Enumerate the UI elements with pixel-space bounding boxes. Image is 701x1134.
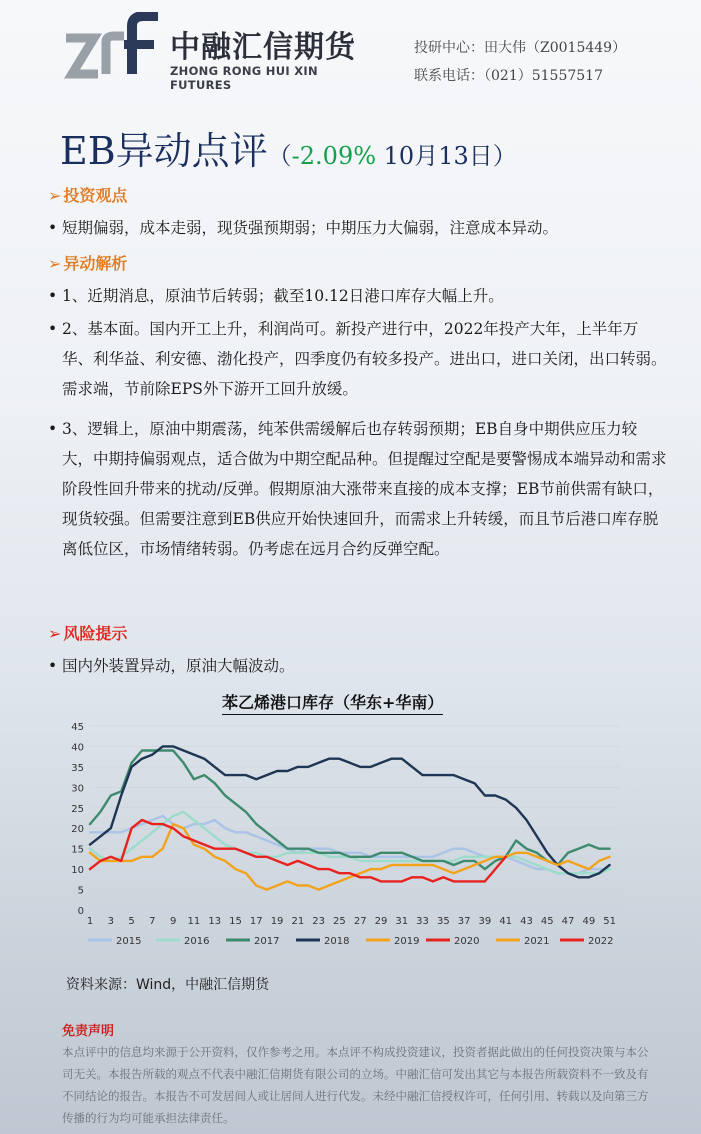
legend-label-2018: 2018 [324, 936, 350, 947]
contact-info [414, 34, 626, 90]
y-tick-label: 45 [71, 722, 84, 733]
legend-label-2019: 2019 [394, 936, 420, 947]
y-tick-label: 35 [71, 762, 84, 774]
bullet-dot-icon: • [48, 320, 58, 338]
bullet-text: 短期偏弱，成本走弱，现货强预期弱；中期压力大偏弱，注意成本异动。 [62, 219, 559, 237]
logo-mark-icon [62, 12, 162, 82]
report-title [60, 120, 517, 175]
chart-title: 苯乙烯港口库存（华东+华南） [222, 690, 443, 715]
bullet-view [48, 213, 668, 243]
x-tick-label: 21 [291, 916, 305, 927]
bullet-text: 国内外装置异动，原油大幅波动。 [62, 657, 295, 675]
x-tick-label: 51 [603, 916, 616, 927]
legend-label-2017: 2017 [254, 936, 280, 947]
arrow-icon: ➢ [48, 186, 62, 205]
bullet-text: 2、基本面。国内开工上升，利润尚可。新投产进行中，2022年投产大年，上半年万华、利华益、利安德、渤化投产，四季度仍有较多投产。进出口，进口关闭，出口转弱。需求端，节前除EPS外下游开工回升放缓。 [62, 320, 667, 398]
x-tick-label: 5 [128, 916, 135, 927]
title-change-pct: -2.09% [291, 142, 377, 170]
analyst-line: 投研中心：田大伟（Z0015449） [414, 40, 627, 56]
section-risk [48, 621, 127, 644]
y-tick-label: 5 [77, 885, 84, 897]
y-tick-label: 10 [71, 865, 84, 877]
x-tick-label: 41 [499, 916, 513, 927]
x-tick-label: 27 [353, 916, 367, 927]
bullet-dot-icon: • [48, 287, 58, 305]
bullet-analysis-2 [48, 314, 668, 404]
x-tick-label: 1 [86, 916, 94, 927]
x-tick-label: 47 [561, 916, 575, 927]
title-paren-open: （ [267, 142, 292, 170]
arrow-icon: ➢ [48, 254, 62, 273]
x-tick-label: 15 [229, 916, 242, 927]
section-title: 投资观点 [63, 186, 128, 205]
series-line-2020 [90, 820, 506, 881]
logo-chinese-name: 中融汇信期货 [170, 30, 356, 65]
x-tick-label: 29 [374, 916, 388, 927]
x-tick-label: 43 [520, 916, 533, 927]
x-tick-label: 31 [395, 916, 409, 927]
data-source: 资料来源：Wind，中融汇信期货 [66, 977, 270, 993]
legend-label-2022: 2022 [588, 936, 614, 947]
x-tick-label: 19 [270, 916, 284, 927]
y-tick-label: 20 [71, 824, 84, 836]
x-tick-label: 33 [416, 916, 429, 927]
series-line-2017 [90, 751, 610, 870]
x-tick-label: 45 [540, 916, 554, 927]
bullet-analysis-3 [48, 414, 668, 564]
x-tick-label: 37 [457, 916, 471, 927]
bullet-text: 3、逻辑上，原油中期震荡，纯苯供需缓解后也存转弱预期；EB自身中期供应压力较大，中期持偏弱观点，适合做为中期空配品种。但提醒过空配是要警惕成本端异动和需求阶段性回升带来的扰动/反弹。假期原油大涨带来直接的成本支撑；EB节前供需有缺口，现货较强。但需要注意到EB供应开始快速回升，而需求上升转缓，而且节后港口库存脱离低位区，市场情绪转弱。仍考虑在远月合约反弹空配。 [62, 420, 667, 558]
title-date: 10月13日） [376, 142, 517, 170]
bullet-analysis-1 [48, 281, 668, 311]
legend-label-2021: 2021 [524, 936, 550, 947]
x-tick-label: 35 [436, 916, 450, 927]
x-tick-label: 3 [107, 916, 114, 927]
y-tick-label: 30 [71, 783, 84, 795]
phone-line: 联系电话：（021）51557517 [414, 68, 603, 84]
arrow-icon: ➢ [48, 624, 62, 643]
x-tick-label: 25 [333, 916, 346, 927]
x-tick-label: 17 [249, 916, 263, 927]
bullet-text: 1、近期消息，原油节后转弱；截至10.12日港口库存大幅上升。 [62, 287, 504, 305]
section-analysis [48, 251, 127, 274]
series-line-2016 [90, 812, 610, 873]
disclaimer-text: 本点评中的信息均来源于公开资料，仅作参考之用。本点评不构成投资建议，投资者据此做出的任何投资决策与本公司无关。本报告所载的观点不代表中融汇信期货有限公司的立场。中融汇信可发出其它与本报告所载资料不一致及有不同结论的报告。本报告不可发居间人或让居间人进行代发。未经中融汇信授权许可，任何引用、转载以及向第三方传播的行为均可能承担法律责任。 [62, 1045, 649, 1125]
y-tick-label: 15 [71, 844, 84, 856]
inventory-line-chart [60, 718, 640, 954]
y-tick-label: 40 [71, 742, 84, 754]
x-tick-label: 7 [149, 916, 156, 927]
logo-english-name: ZHONG RONG HUI XIN FUTURES [170, 64, 318, 92]
y-tick-label: 0 [77, 906, 84, 917]
bullet-dot-icon: • [48, 657, 58, 675]
x-tick-label: 13 [208, 916, 222, 927]
company-logo [62, 12, 372, 92]
legend-label-2015: 2015 [116, 936, 142, 947]
x-tick-label: 39 [478, 916, 492, 927]
legend-label-2020: 2020 [454, 936, 480, 947]
x-tick-label: 49 [582, 916, 596, 927]
series-line-2015 [90, 816, 610, 873]
bullet-dot-icon: • [48, 420, 58, 438]
x-tick-label: 23 [312, 916, 325, 927]
section-title: 异动解析 [63, 254, 128, 273]
title-main: EB异动点评 [60, 129, 268, 173]
x-tick-label: 11 [187, 916, 201, 927]
x-tick-label: 9 [169, 916, 177, 927]
bullet-risk [48, 651, 668, 681]
disclaimer-title: 免责声明 [62, 1024, 115, 1039]
section-investment-view [48, 183, 127, 206]
section-title: 风险提示 [63, 624, 128, 643]
bullet-dot-icon: • [48, 219, 58, 237]
legend-label-2016: 2016 [184, 936, 210, 947]
y-tick-label: 25 [71, 803, 84, 815]
